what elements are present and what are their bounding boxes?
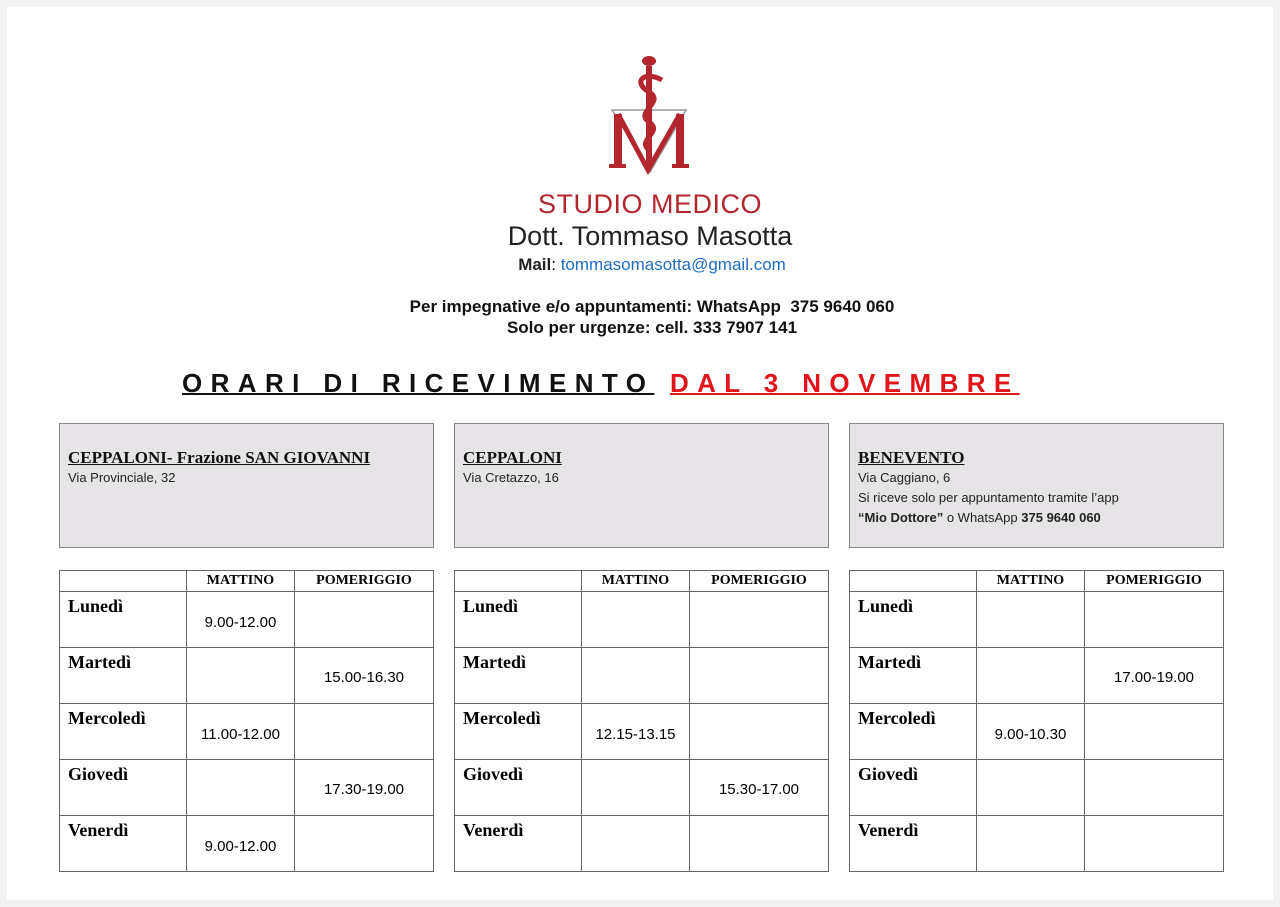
morning-hours xyxy=(187,760,295,816)
afternoon-hours: 17.00-19.00 xyxy=(1085,648,1224,704)
schedule-table xyxy=(849,570,1224,872)
day-label: Martedì xyxy=(850,648,977,704)
day-label: Mercoledì xyxy=(455,704,582,760)
appointments-line: Per impegnative e/o appuntamenti: WhatsApp 375 9640 060 xyxy=(409,297,895,316)
app-name: “Mio Dottore” xyxy=(858,510,944,525)
afternoon-hours xyxy=(1085,592,1224,648)
afternoon-hours xyxy=(1085,760,1224,816)
location-header xyxy=(849,423,1224,548)
table-row xyxy=(850,760,1224,816)
mail-line: Mail: tommasomasotta@gmail.com xyxy=(518,255,786,274)
contact-info xyxy=(7,296,1280,338)
afternoon-hours xyxy=(690,592,829,648)
table-header xyxy=(850,571,1224,592)
day-label: Giovedì xyxy=(60,760,187,816)
morning-hours: 9.00-12.00 xyxy=(187,816,295,872)
location-header xyxy=(454,423,829,548)
doctor-name: Dott. Tommaso Masotta xyxy=(507,221,793,251)
day-label: Lunedì xyxy=(455,592,582,648)
afternoon-hours xyxy=(1085,816,1224,872)
table-row xyxy=(455,592,829,648)
morning-hours xyxy=(977,648,1085,704)
caduceus-logo xyxy=(604,52,694,177)
morning-hours xyxy=(582,648,690,704)
day-label: Venerdì xyxy=(850,816,977,872)
title-main: ORARI DI RICEVIMENTO xyxy=(182,368,655,398)
morning-hours: 9.00-10.30 xyxy=(977,704,1085,760)
afternoon-header: POMERIGGIO xyxy=(690,571,829,592)
afternoon-hours xyxy=(295,816,434,872)
empty-header xyxy=(850,571,977,592)
day-label: Mercoledì xyxy=(60,704,187,760)
afternoon-header: POMERIGGIO xyxy=(1085,571,1224,592)
location-info: Via Cretazzo, 16 xyxy=(463,470,559,485)
schedule-table xyxy=(59,570,434,872)
location-name: BENEVENTO xyxy=(858,448,965,467)
morning-header: MATTINO xyxy=(187,571,295,592)
morning-hours: 9.00-12.00 xyxy=(187,592,295,648)
morning-hours xyxy=(582,592,690,648)
afternoon-hours xyxy=(690,816,829,872)
afternoon-hours xyxy=(295,704,434,760)
afternoon-header: POMERIGGIO xyxy=(295,571,434,592)
day-label: Martedì xyxy=(455,648,582,704)
afternoon-hours xyxy=(295,592,434,648)
afternoon-hours xyxy=(690,648,829,704)
table-row xyxy=(850,816,1224,872)
afternoon-hours xyxy=(690,704,829,760)
day-label: Martedì xyxy=(60,648,187,704)
afternoon-hours: 15.00-16.30 xyxy=(295,648,434,704)
location-info: Via Caggiano, 6 xyxy=(858,470,951,485)
mail-link[interactable]: tommasomasotta@gmail.com xyxy=(560,255,786,274)
day-label: Lunedì xyxy=(850,592,977,648)
table-row xyxy=(455,648,829,704)
location-header xyxy=(59,423,434,548)
schedule-title xyxy=(182,368,1020,399)
day-label: Giovedì xyxy=(850,760,977,816)
empty-header xyxy=(455,571,582,592)
table-row xyxy=(60,760,434,816)
afternoon-hours: 17.30-19.00 xyxy=(295,760,434,816)
morning-hours xyxy=(187,648,295,704)
note-text: o WhatsApp xyxy=(943,510,1022,525)
morning-hours xyxy=(977,816,1085,872)
location-info: Si riceve solo per appuntamento tramite l’app xyxy=(858,490,1119,505)
mail-label: Mail xyxy=(518,255,552,274)
table-row xyxy=(60,704,434,760)
table-row xyxy=(455,704,829,760)
location-info: Via Provinciale, 32 xyxy=(68,470,176,485)
table-row xyxy=(455,816,829,872)
morning-hours xyxy=(582,760,690,816)
morning-header: MATTINO xyxy=(977,571,1085,592)
afternoon-hours: 15.30-17.00 xyxy=(690,760,829,816)
urgent-line: Solo per urgenze: cell. 333 7907 141 xyxy=(506,318,798,337)
table-header xyxy=(60,571,434,592)
day-label: Mercoledì xyxy=(850,704,977,760)
location-name: CEPPALONI xyxy=(463,448,562,467)
location-1 xyxy=(454,423,829,872)
page xyxy=(7,7,1273,900)
afternoon-hours xyxy=(1085,704,1224,760)
table-header xyxy=(455,571,829,592)
morning-hours: 11.00-12.00 xyxy=(187,704,295,760)
table-row xyxy=(850,704,1224,760)
schedule-table xyxy=(454,570,829,872)
location-name: CEPPALONI- Frazione SAN GIOVANNI xyxy=(68,448,371,467)
table-row xyxy=(60,592,434,648)
table-row xyxy=(455,760,829,816)
morning-hours xyxy=(582,816,690,872)
day-label: Venerdì xyxy=(455,816,582,872)
morning-hours xyxy=(977,592,1085,648)
location-0 xyxy=(59,423,434,872)
day-label: Giovedì xyxy=(455,760,582,816)
morning-hours xyxy=(977,760,1085,816)
booking-note xyxy=(858,508,1215,528)
empty-header xyxy=(60,571,187,592)
location-2 xyxy=(849,423,1224,872)
table-row xyxy=(60,816,434,872)
title-date: DAL 3 NOVEMBRE xyxy=(669,368,1020,398)
table-row xyxy=(850,592,1224,648)
studio-title: STUDIO MEDICO xyxy=(537,189,762,219)
morning-hours: 12.15-13.15 xyxy=(582,704,690,760)
phone-number: 375 9640 060 xyxy=(1021,510,1101,525)
day-label: Venerdì xyxy=(60,816,187,872)
table-row xyxy=(60,648,434,704)
morning-header: MATTINO xyxy=(582,571,690,592)
day-label: Lunedì xyxy=(60,592,187,648)
table-row xyxy=(850,648,1224,704)
